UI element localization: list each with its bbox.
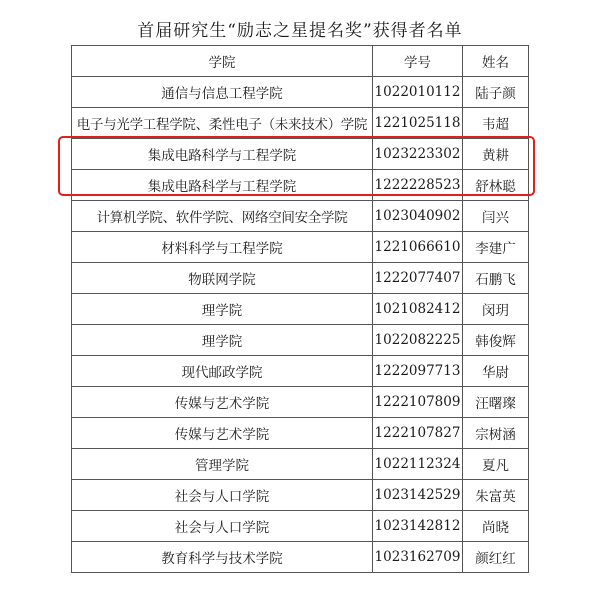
student-name-cell: 李建广 (463, 232, 529, 263)
school-cell: 物联网学院 (72, 263, 373, 294)
student-id-cell: 1022112324 (373, 449, 463, 480)
table-row (72, 356, 529, 387)
school-cell: 管理学院 (72, 449, 373, 480)
school-cell: 理学院 (72, 294, 373, 325)
student-id-cell: 1023142812 (373, 511, 463, 542)
school-cell: 现代邮政学院 (72, 356, 373, 387)
school-cell: 电子与光学工程学院、柔性电子（未来技术）学院 (72, 108, 373, 139)
student-name-cell: 陆子颜 (463, 77, 529, 108)
document-title: 首届研究生“励志之星提名奖”获得者名单 (137, 21, 463, 41)
table-row (72, 511, 529, 542)
header-student-id: 学号 (373, 46, 463, 77)
table-row (72, 170, 529, 201)
student-name-cell: 韦超 (463, 108, 529, 139)
student-id-cell: 1222097713 (373, 356, 463, 387)
student-id-cell: 1022010112 (373, 77, 463, 108)
school-cell: 社会与人口学院 (72, 480, 373, 511)
student-name-cell: 华尉 (463, 356, 529, 387)
school-cell: 材料科学与工程学院 (72, 232, 373, 263)
school-cell: 社会与人口学院 (72, 511, 373, 542)
student-name-cell: 朱富英 (463, 480, 529, 511)
student-name-cell: 石鹏飞 (463, 263, 529, 294)
student-id-cell: 1221066610 (373, 232, 463, 263)
school-cell: 集成电路科学与工程学院 (72, 170, 373, 201)
student-id-cell: 1222107827 (373, 418, 463, 449)
school-cell: 传媒与艺术学院 (72, 418, 373, 449)
header-school: 学院 (72, 46, 373, 77)
table-row (72, 108, 529, 139)
school-cell: 理学院 (72, 325, 373, 356)
student-id-cell: 1021082412 (373, 294, 463, 325)
school-cell: 教育科学与技术学院 (72, 542, 373, 573)
student-id-cell: 1221025118 (373, 108, 463, 139)
student-name-cell: 宗树涵 (463, 418, 529, 449)
student-id-cell: 1023223302 (373, 139, 463, 170)
table-row (72, 294, 529, 325)
table-row (72, 263, 529, 294)
table-row (72, 542, 529, 573)
student-name-cell: 闫兴 (463, 201, 529, 232)
student-name-cell: 尚晓 (463, 511, 529, 542)
student-id-cell: 1023162709 (373, 542, 463, 573)
student-id-cell: 1222077407 (373, 263, 463, 294)
table-row (72, 480, 529, 511)
table-row (72, 449, 529, 480)
school-cell: 集成电路科学与工程学院 (72, 139, 373, 170)
student-name-cell: 黄耕 (463, 139, 529, 170)
student-name-cell: 夏凡 (463, 449, 529, 480)
award-roster-table (71, 45, 529, 573)
student-id-cell: 1023142529 (373, 480, 463, 511)
student-id-cell: 1023040902 (373, 201, 463, 232)
school-cell: 传媒与艺术学院 (72, 387, 373, 418)
student-id-cell: 1222228523 (373, 170, 463, 201)
header-name: 姓名 (463, 46, 529, 77)
table-row (72, 325, 529, 356)
student-name-cell: 韩俊辉 (463, 325, 529, 356)
table-row (72, 77, 529, 108)
student-name-cell: 闵玥 (463, 294, 529, 325)
student-name-cell: 汪曙璨 (463, 387, 529, 418)
table-row (72, 232, 529, 263)
student-id-cell: 1222107809 (373, 387, 463, 418)
student-name-cell: 舒林聪 (463, 170, 529, 201)
school-cell: 通信与信息工程学院 (72, 77, 373, 108)
table-row (72, 139, 529, 170)
student-name-cell: 颜红红 (463, 542, 529, 573)
table-header-row (72, 46, 529, 77)
table-row (72, 387, 529, 418)
table-row (72, 418, 529, 449)
student-id-cell: 1022082225 (373, 325, 463, 356)
school-cell: 计算机学院、软件学院、网络空间安全学院 (72, 201, 373, 232)
table-row (72, 201, 529, 232)
